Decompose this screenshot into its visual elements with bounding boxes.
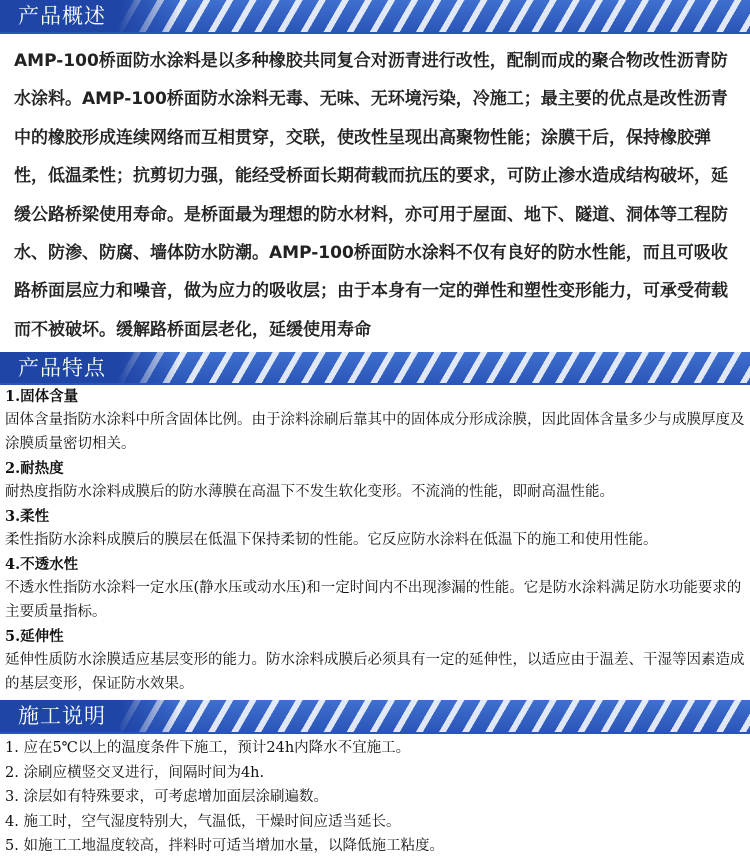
feature-title: 5.延伸性	[5, 628, 64, 645]
section-divider	[0, 32, 750, 34]
feature-body: 柔性指防水涂料成膜后的膜层在低温下保持柔韧的性能。它反应防水涂料在低温下的施工和使用性能。	[5, 532, 658, 548]
features-list	[5, 386, 747, 698]
feature-body: 固体含量指防水涂料中所含固体比例。由于涂料涂刷后靠其中的固体成分形成涂膜，因此固体含量多少与成膜厚度及涂膜质量密切相关。	[5, 412, 745, 452]
construction-step: 5. 如施工工地温度较高，拌料时可适当增加水量，以降低施工粘度。	[5, 838, 444, 854]
section-title-features: 产品特点	[0, 352, 118, 384]
feature-body: 延伸性质防水涂膜适应基层变形的能力。防水涂料成膜后必须具有一定的延伸性，以适应由于温差、干湿等因素造成的基层变形，保证防水效果。	[5, 652, 745, 692]
feature-item	[5, 554, 747, 624]
section-divider	[0, 383, 750, 385]
section-banner-overview	[0, 0, 750, 32]
construction-step: 3. 涂层如有特殊要求，可考虑增加面层涂刷遍数。	[5, 789, 328, 805]
feature-item	[5, 458, 747, 504]
overview-paragraph: AMP-100桥面防水涂料是以多种橡胶共同复合对沥青进行改性，配制而成的聚合物改性沥青防水涂料。AMP-100桥面防水涂料无毒、无味、无环境污染，冷施工；最主要的优点是改性沥青中的橡胶形成连续网络而互相贯穿，交联，使改性呈现出高聚物性能；涂膜干后，保持橡胶弹性，低温柔性；抗剪切力强，能经受桥面长期荷载而抗压的要求，可防止渗水造成结构破坏，延缓公路桥梁使用寿命。是桥面最为理想的防水材料，亦可用于屋面、地下、隧道、洞体等工程防水、防渗、防腐、墙体防水防潮。AMP-100桥面防水涂料不仅有良好的防水性能，而且可吸收路桥面层应力和噪音，做为应力的吸收层；由于本身有一定的弹性和塑性变形能力，可承受荷载而不被破坏。缓解路桥面层老化，延缓使用寿命	[14, 51, 728, 340]
banner-stripes	[118, 700, 750, 732]
section-banner-construction	[0, 700, 750, 732]
section-banner-features	[0, 352, 750, 384]
feature-title: 4.不透水性	[5, 556, 79, 573]
banner-stripes	[118, 0, 750, 32]
banner-fade	[118, 0, 178, 32]
feature-item	[5, 506, 747, 552]
section-divider	[0, 732, 750, 734]
construction-step: 1. 应在5℃以上的温度条件下施工，预计24h内降水不宜施工。	[5, 740, 411, 756]
construction-step: 2. 涂刷应横竖交叉进行，间隔时间为4h.	[5, 764, 265, 781]
section-title-construction: 施工说明	[0, 700, 118, 732]
feature-item	[5, 386, 747, 456]
feature-body: 不透水性指防水涂料一定水压(静水压或动水压)和一定时间内不出现渗漏的性能。它是防水涂料满足防水功能要求的主要质量指标。	[5, 580, 742, 620]
construction-steps	[5, 736, 747, 859]
feature-body: 耐热度指防水涂料成膜后的防水薄膜在高温下不发生软化变形。不流淌的性能，即耐高温性能。	[5, 484, 614, 500]
feature-item	[5, 626, 747, 696]
banner-stripes	[118, 352, 750, 384]
section-title-overview: 产品概述	[0, 0, 118, 32]
construction-step: 4. 施工时，空气湿度特别大，气温低，干燥时间应适当延长。	[5, 813, 401, 830]
feature-title: 1.固体含量	[5, 388, 79, 405]
feature-title: 3.柔性	[5, 508, 50, 525]
feature-title: 2.耐热度	[5, 460, 64, 477]
banner-fade	[118, 352, 178, 384]
banner-fade	[118, 700, 178, 732]
